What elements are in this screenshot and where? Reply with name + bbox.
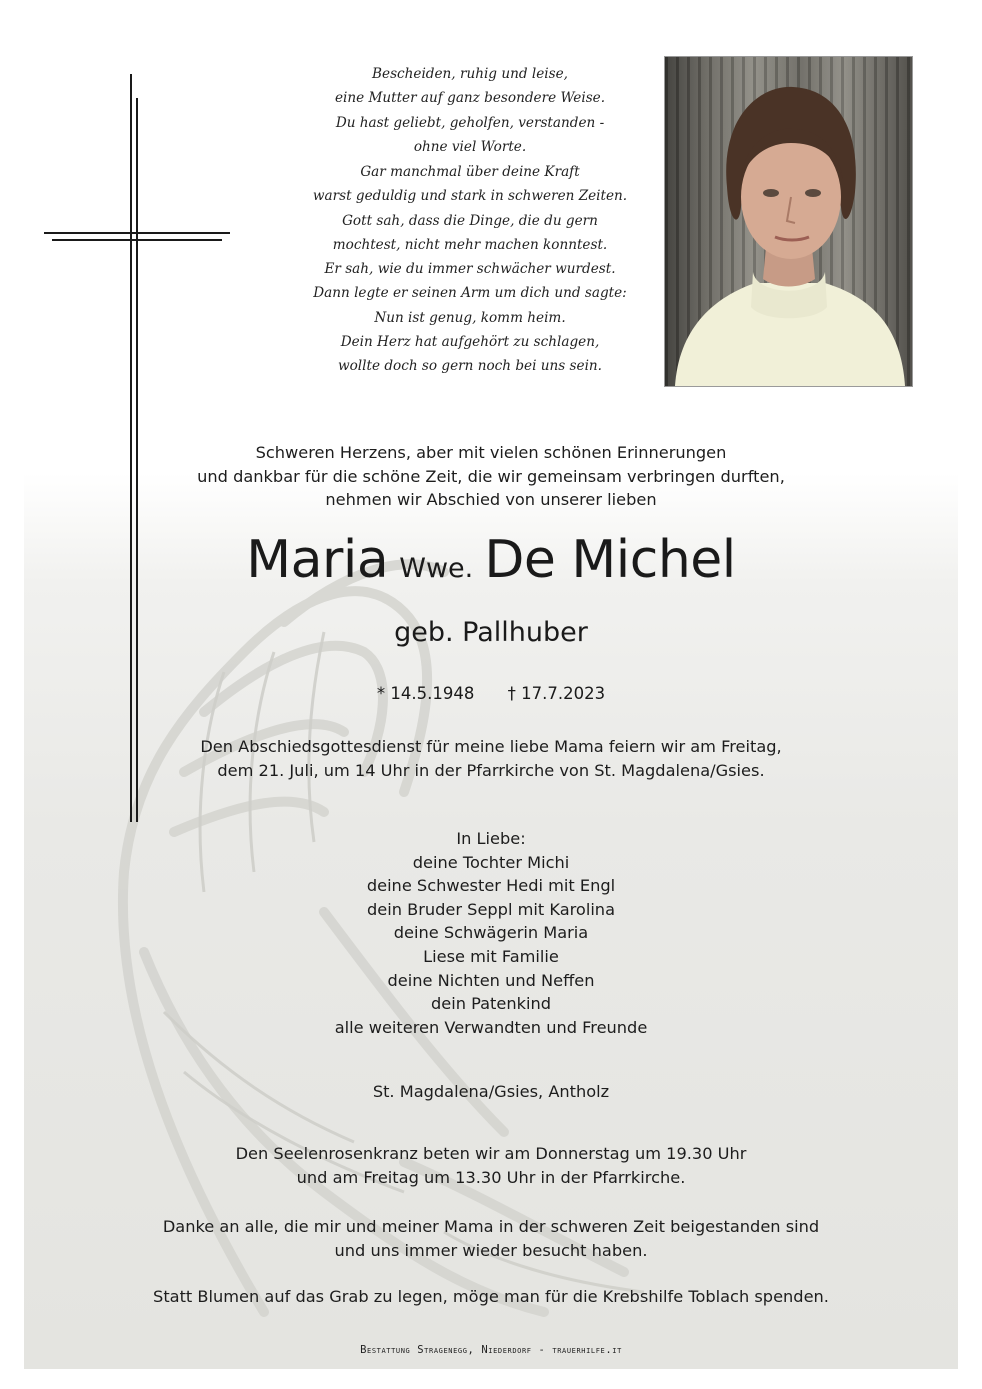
mourner: deine Schwester Hedi mit Engl	[366, 876, 616, 896]
mourner: deine Tochter Michi	[412, 852, 570, 872]
poem-line: mochtest, nicht mehr machen konntest.	[332, 236, 608, 253]
poem-line: Er sah, wie du immer schwächer wurdest.	[324, 261, 616, 278]
poem-line: Dann legte er seinen Arm um dich und sagte:	[313, 285, 627, 302]
rosary-line: und am Freitag um 13.30 Uhr in der Pfarrkirche.	[296, 1167, 686, 1187]
poem-line: Bescheiden, ruhig und leise,	[372, 66, 568, 82]
death-date: † 17.7.2023	[507, 684, 606, 703]
mourner: dein Bruder Seppl mit Karolina	[366, 899, 615, 919]
intro-line: und dankbar für die schöne Zeit, die wir gemeinsam verbringen durften,	[197, 466, 785, 486]
birth-date: * 14.5.1948	[376, 684, 475, 703]
mourner: dein Patenkind	[430, 994, 552, 1014]
place-line: St. Magdalena/Gsies, Antholz	[372, 1082, 610, 1101]
portrait-figure	[665, 57, 912, 386]
poem-stanza	[248, 209, 692, 330]
first-name: Maria	[246, 530, 389, 590]
rosary-line: Den Seelenrosenkranz beten wir am Donnerstag um 19.30 Uhr	[235, 1144, 747, 1163]
poem-stanza	[248, 111, 692, 159]
portrait-photo	[664, 56, 913, 387]
poem-line: Du hast geliebt, geholfen, verstanden -	[335, 114, 605, 131]
obituary-sheet	[24, 12, 958, 1369]
birth-name: geb. Pallhuber	[394, 617, 588, 648]
name-title: Wwe.	[399, 553, 474, 584]
mourner: Liese mit Familie	[423, 946, 559, 966]
last-name: De Michel	[484, 530, 736, 590]
poem-line: wollte doch so gern noch bei uns sein.	[337, 358, 603, 375]
service-line: Den Abschiedsgottesdienst für meine liebe Mama feiern wir am Freitag,	[200, 737, 782, 756]
deceased-name	[24, 530, 958, 590]
thanks-line: und uns immer wieder besucht haben.	[334, 1240, 648, 1260]
poem-line: Nun ist genug, komm heim.	[374, 309, 566, 326]
funeral-service-text	[24, 735, 958, 782]
intro-line: Schweren Herzens, aber mit vielen schönen Erinnerungen	[255, 443, 727, 462]
mourners-heading: In Liebe:	[456, 829, 526, 848]
poem-stanza	[248, 160, 692, 208]
rosary-text	[24, 1142, 958, 1189]
poem-line: ohne viel Worte.	[413, 139, 527, 156]
intro-text	[24, 441, 958, 512]
mourner: deine Nichten und Neffen	[387, 970, 595, 990]
donation-note: Statt Blumen auf das Grab zu legen, möge man für die Krebshilfe Toblach spenden.	[153, 1287, 829, 1306]
poem-line: Gott sah, dass die Dinge, die du gern	[342, 212, 598, 229]
mourner: deine Schwägerin Maria	[393, 923, 589, 943]
mourner: alle weiteren Verwandten und Freunde	[334, 1017, 648, 1037]
poem-line: warst geduldig und stark in schweren Zeiten.	[312, 188, 628, 205]
mourners-list	[24, 827, 958, 1039]
poem-stanza	[248, 330, 692, 378]
life-dates	[24, 684, 958, 703]
poem-stanza	[248, 62, 692, 110]
undertaker-credit: Bestattung Stragenegg, Niederdorf - trauerhilfe.it	[360, 1344, 622, 1356]
poem-line: eine Mutter auf ganz besondere Weise.	[334, 90, 606, 107]
poem	[248, 62, 692, 379]
poem-line: Dein Herz hat aufgehört zu schlagen,	[340, 334, 600, 351]
thanks-text	[24, 1215, 958, 1262]
thanks-line: Danke an alle, die mir und meiner Mama in der schweren Zeit beigestanden sind	[162, 1217, 820, 1236]
poem-line: Gar manchmal über deine Kraft	[360, 163, 580, 180]
service-line: dem 21. Juli, um 14 Uhr in der Pfarrkirche von St. Magdalena/Gsies.	[217, 760, 765, 780]
intro-line: nehmen wir Abschied von unserer lieben	[325, 490, 657, 510]
